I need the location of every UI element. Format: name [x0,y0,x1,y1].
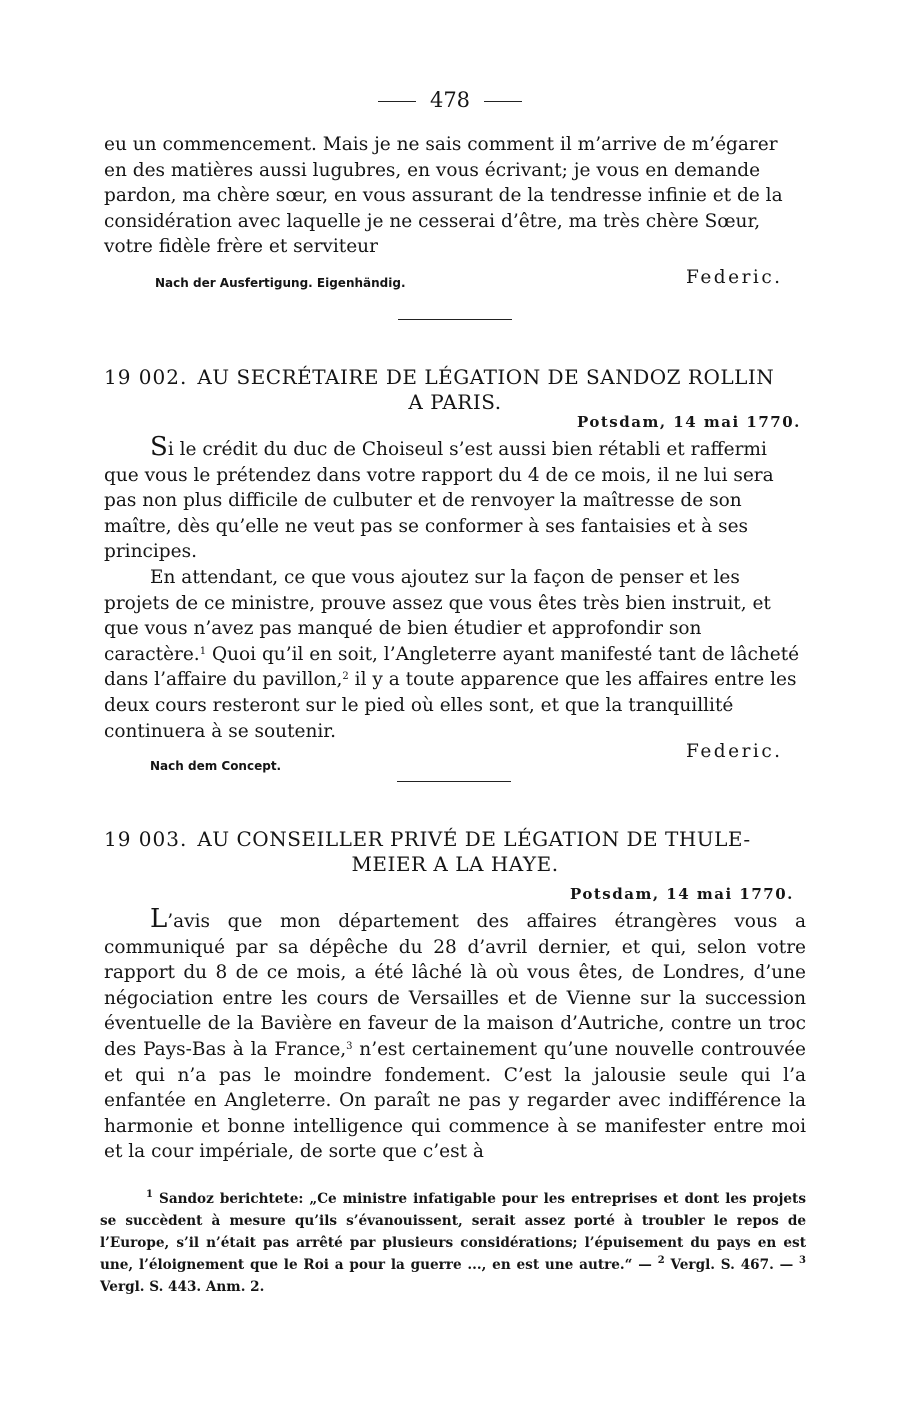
footnote-2-text: Vergl. S. 467. — [664,1257,800,1273]
footnote-mark-1: 1 [146,1189,153,1200]
letter-19002-source: Nach dem Concept. [150,759,282,773]
previous-letter-text: eu un commencement. Mais je ne sais comment il m’arrive de m’égarer en des matières aussi lugubres, en vous écrivant; je vous en demande pardon, ma chère sœur, en vous assurant de la tendresse infinie et de la considération avec laquelle je ne cesserai d’être, ma très chère Sœur, votre fidèle frère et serviteur [104,134,783,258]
letter-19002-dropcap: S [150,432,168,462]
footnote-1-text: Sandoz berichtete: „Ce ministre infatigable pour les entreprises et dont les projets se succèdent à mesure qu’ils s’évanouissent, serait assez porté à troubler le repos de l’Europe, s’il n’était pas arrêté par plusieurs considérations; l’épuisement du pays en est une, l’éloignement que le Roi a pour la guerre ..., en est une autre.“ — [100,1191,806,1273]
section-divider [397,781,511,782]
letter-19003-dateline: Potsdam, 14 mai 1770. [570,885,794,903]
letter-19003-number: 19 003. [104,827,188,851]
footnote-ref-2: 2 [342,671,349,683]
footnote-3-text: Vergl. S. 443. Anm. 2. [100,1279,265,1295]
header-dash-right [484,101,522,102]
letter-19002-heading [104,365,806,415]
header-dash-left [378,101,416,102]
footnote-paragraph [100,1188,806,1298]
letter-19002-signature: Federic. [686,741,783,762]
letter-19002-paragraph-2-text-b: Quoi qu’il en soit, l’Angleterre ayant manifesté tant de lâcheté dans l’affaire du pavillon, [104,643,800,691]
letter-19003-paragraph-1-text-b: n’est certainement qu’une nouvelle controuvée et qui n’a pas le moindre fondement. C’est la jalousie seule qui l’a enfantée en Angleterre. On paraît ne pas y regarder avec indifférence la harmonie et bonne intelligence qui commence à se manifester entre moi et la cour impériale, de sorte que c’est à [104,1038,806,1163]
footnote-mark-2: 2 [657,1255,665,1266]
section-divider [398,319,512,320]
letter-19002-body [104,432,806,744]
footnotes [100,1188,806,1298]
letter-19003-paragraph-1-text-a: ’avis que mon département des affaires étrangères vous a communiqué par sa dépêche du 28 d’avril dernier, et qui, selon votre rapport du 8 de ce mois, a été lâché là où vous êtes, de Londres, d’une négociation entre les cours de Versailles et de Vienne sur la succession éventuelle de la Bavière en faveur de la maison d’Autriche, contre un troc des Pays-Bas à la France, [104,911,806,1060]
previous-letter-signature: Federic. [686,267,783,288]
footnote-ref-3: 3 [346,1040,353,1052]
letter-19002-paragraph-2-text-a: En attendant, ce que vous ajoutez sur la façon de penser et les projets de ce ministre, prouve assez que vous êtes très bien instruit, et que vous n’avez pas manqué de bien étudier et approfondir son caractère. [104,566,771,665]
letter-19002-paragraph-1-text: i le crédit du duc de Choiseul s’est aussi bien rétabli et raffermi que vous le prétendez dans votre rapport du 4 de ce mois, il ne lui sera pas non plus difficile de culbuter et de renvoyer la maîtresse de son maître, dès qu’elle ne veut pas se conformer à ses fantaisies et à ses principes. [104,439,774,563]
letter-19003-dropcap: L [150,904,168,934]
letter-19002-title: AU SECRÉTAIRE DE LÉGATION DE SANDOZ ROLLIN [197,365,775,389]
letter-19003-paragraph-1 [104,904,806,1165]
footnote-mark-3: 3 [799,1255,806,1266]
previous-letter-source: Nach der Ausfertigung. Eigenhändig. [155,276,406,290]
letter-19003-heading [104,827,806,877]
letter-19002-paragraph-2-text-c: il y a toute apparence que les affaires entre les deux cours resteront sur le pied où elles sont, et que la tranquillité continuera à se soutenir. [104,669,797,742]
letter-19002-title-line1 [104,365,806,390]
letter-19002-dateline: Potsdam, 14 mai 1770. [577,413,801,431]
letter-19002-paragraph-2 [104,565,806,744]
letter-19003-body [104,904,806,1165]
letter-19002-paragraph-1 [104,432,806,565]
letter-19003-title: AU CONSEILLER PRIVÉ DE LÉGATION DE THULE- [197,827,751,851]
letter-19003-title-line2: MEIER A LA HAYE. [351,852,559,876]
page-header [0,86,900,114]
letter-19002-title-line2: A PARIS. [408,390,502,414]
letter-19002-number: 19 002. [104,365,188,389]
letter-19003-title-line1 [104,827,806,852]
previous-letter-ending [104,132,806,260]
footnote-ref-1: 1 [199,645,207,657]
page-number: 478 [429,88,471,112]
